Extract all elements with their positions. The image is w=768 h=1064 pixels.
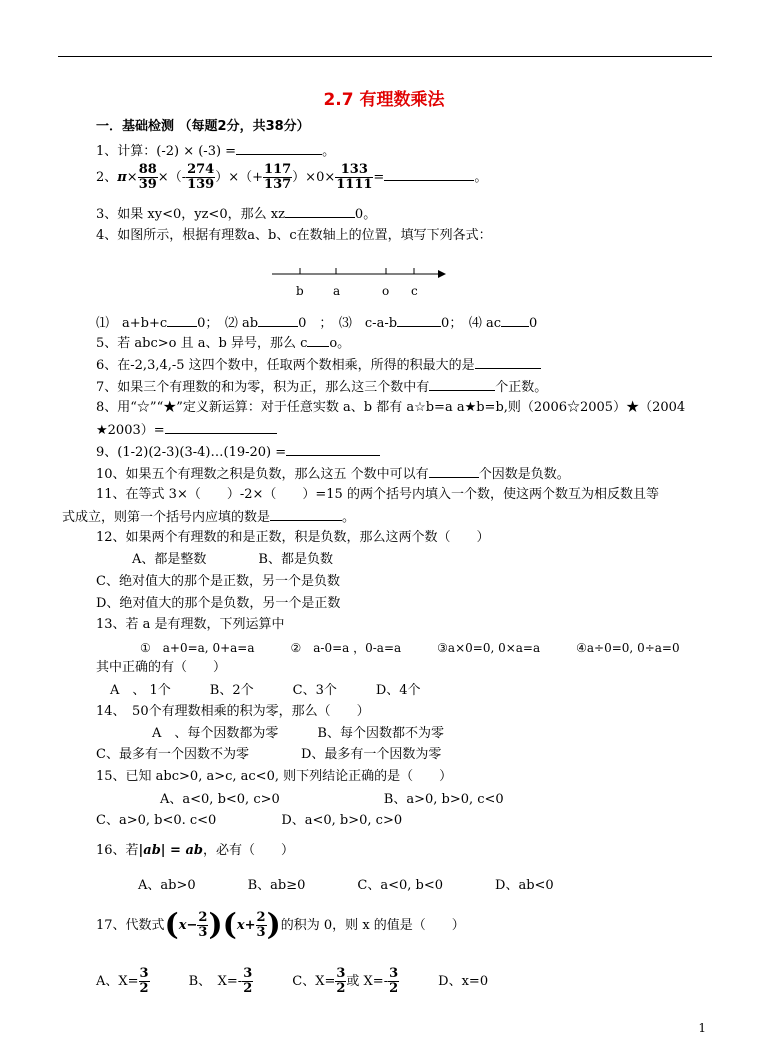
header-rule <box>58 56 712 57</box>
question-8: 8、用“☆”“★”定义新运算：对于任意实数 a、b 都有 a☆b=a a★b=b,则（2006☆2005）★（2004 <box>96 400 686 415</box>
page-title: 2.7 有理数乘法 <box>323 90 445 110</box>
number-line <box>268 262 452 282</box>
question-13-prompt: 其中正确的有（ ） <box>96 660 227 675</box>
question-9: 9、(1-2)(2-3)(3-4)…(19-20) = <box>96 443 380 461</box>
question-3: 3、如果 xy<0，yz<0，那么 xz 0。 <box>96 207 377 222</box>
question-11-cont: 式成立，则第一个括号内应填的数是 。 <box>62 510 356 525</box>
question-6: 6、在-2,3,4,-5 这四个数中，任取两个数相乘，所得的积最大的是 <box>96 356 541 374</box>
question-11: 11、在等式 3×（ ）-2×（ ）=15 的两个括号内填入一个数，使这两个数互为相反数且等 <box>96 487 659 502</box>
numberline-label-o: o <box>382 284 390 298</box>
section-heading: 一．基础检测 （每题2分，共38分） <box>96 119 310 134</box>
question-15: 15、已知 abc>0, a>c, ac<0, 则下列结论正确的是（ ） <box>96 769 453 784</box>
question-1: 1、计算：(-2) × (-3) = 。 <box>96 144 336 159</box>
question-4-items: ⑴ a+b+c 0； ⑵ ab 0 ； ⑶ c-a-b 0； ⑷ ac 0 <box>96 316 538 331</box>
question-17-options: A、X= $\frac{3}{2}$ B、 X=- $\frac{3}{2}$ C、X= $\frac{3}{2}$ 或 X=- $\frac{3}{2}$ D、x=0 <box>96 966 489 996</box>
question-13-items: ① a+0=a, 0+a=a ② a-0=a ，0-a=a ③a×0=0, 0×a=a ④a÷0=0, 0÷a=0 <box>140 641 680 655</box>
question-12-options-ab: A、都是整数 B、都是负数 <box>132 552 333 567</box>
question-12-option-c: C、绝对值大的那个是正数，另一个是负数 <box>96 574 340 589</box>
question-4: 4、如图所示，根据有理数a、b、c在数轴上的位置，填写下列各式： <box>96 228 492 243</box>
question-7: 7、如果三个有理数的和为零，积为正，那么这三个数中有 个正数。 <box>96 380 548 395</box>
question-13-options: A 、 1个 B、2个 C、3个 D、4个 <box>110 683 421 698</box>
question-15-options-ab: A、a<0, b<0, c>0 B、a>0, b>0, c<0 <box>160 792 504 807</box>
question-8-cont: ★2003）= <box>96 421 277 439</box>
question-13: 13、若 a 是有理数，下列运算中 <box>96 617 285 632</box>
question-12-option-d: D、绝对值大的那个是负数，另一个是正数 <box>96 596 341 611</box>
question-5: 5、若 abc>o 且 a、b 异号，那么 c o。 <box>96 336 351 351</box>
question-16: 16、若|ab| = ab，必有（ ） <box>96 843 294 858</box>
q16-expression: |ab| = ab <box>138 843 203 858</box>
question-2: 2、π× $\frac{88}{39}$ ×（- $\frac{274}{139}$ ）×（+ $\frac{117}{137}$ ）×0× $\frac{133}{1111}$ = 。 <box>96 162 488 192</box>
numberline-label-c: c <box>411 284 418 298</box>
question-14: 14、 50个有理数相乘的积为零，那么（ ） <box>96 704 370 719</box>
question-12: 12、如果两个有理数的和是正数，积是负数，那么这两个数（ ） <box>96 530 490 545</box>
page-number: 1 <box>698 1021 706 1035</box>
question-15-options-cd: C、a>0, b<0. c<0 D、a<0, b>0, c>0 <box>96 813 403 828</box>
question-17: 17、代数式(x− $\frac{2}{3}$ )(x+ $\frac{2}{3}$ )的积为 0，则 x 的值是（ ） <box>96 907 465 943</box>
numberline-label-b: b <box>296 284 304 298</box>
numberline-label-a: a <box>333 284 341 298</box>
question-14-options-ab: A 、每个因数都为零 B、每个因数都不为零 <box>152 726 444 741</box>
question-16-options: A、ab>0 B、ab≥0 C、a<0, b<0 D、ab<0 <box>138 878 554 893</box>
question-10: 10、如果五个有理数之积是负数，那么这五 个数中可以有 个因数是负数。 <box>96 467 570 482</box>
question-14-options-cd: C、最多有一个因数不为零 D、最多有一个因数为零 <box>96 747 442 762</box>
